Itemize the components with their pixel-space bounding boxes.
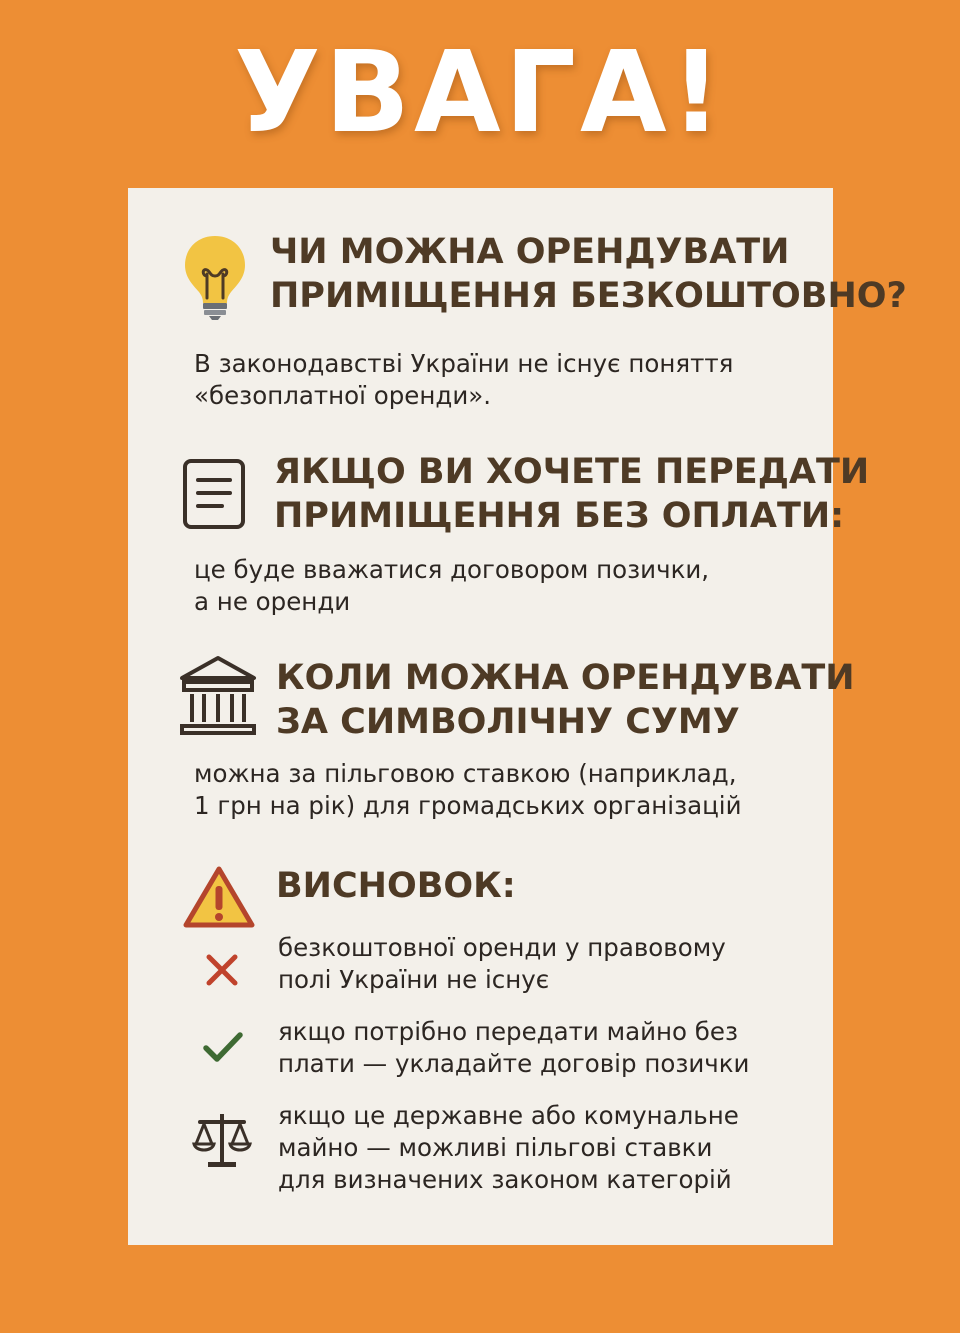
section-heading-transfer-free: ЯКЩО ВИ ХОЧЕТЕ ПЕРЕДАТИ ПРИМІЩЕННЯ БЕЗ ОПЛАТИ: xyxy=(274,452,870,536)
conclusion-item-loan-agreement: якщо потрібно передати майно без плати — укладайте договір позички xyxy=(278,1017,750,1078)
section-text-transfer-free: це буде вважатися договором позички, а не оренди xyxy=(194,555,710,616)
checkmark-icon xyxy=(202,1030,244,1064)
section-heading-free-rent: ЧИ МОЖНА ОРЕНДУВАТИ ПРИМІЩЕННЯ БЕЗКОШТОВНО? xyxy=(270,232,907,316)
section-text-symbolic-sum: можна за пільговою ставкою (наприклад, 1 грн на рік) для громадських організацій xyxy=(194,759,742,820)
scales-icon xyxy=(192,1110,252,1170)
conclusion-item-no-free-rent: безкоштовної оренди у правовому полі України не існує xyxy=(278,933,726,994)
government-building-icon xyxy=(178,654,258,740)
conclusion-item-preferential-rates: якщо це державне або комунальне майно — можливі пільгові ставки для визначених законом категорій xyxy=(278,1101,739,1194)
page-title: УВАГА! xyxy=(234,28,726,158)
section-heading-symbolic-sum: КОЛИ МОЖНА ОРЕНДУВАТИ ЗА СИМВОЛІЧНУ СУМУ xyxy=(276,658,855,742)
warning-icon xyxy=(182,864,256,930)
cross-icon xyxy=(204,952,240,988)
conclusion-heading: ВИСНОВОК: xyxy=(276,866,516,906)
section-text-free-rent: В законодавстві України не існує поняття «безоплатної оренди». xyxy=(194,349,734,410)
document-icon xyxy=(182,458,248,532)
lightbulb-icon xyxy=(180,232,250,322)
info-card xyxy=(128,188,907,1245)
